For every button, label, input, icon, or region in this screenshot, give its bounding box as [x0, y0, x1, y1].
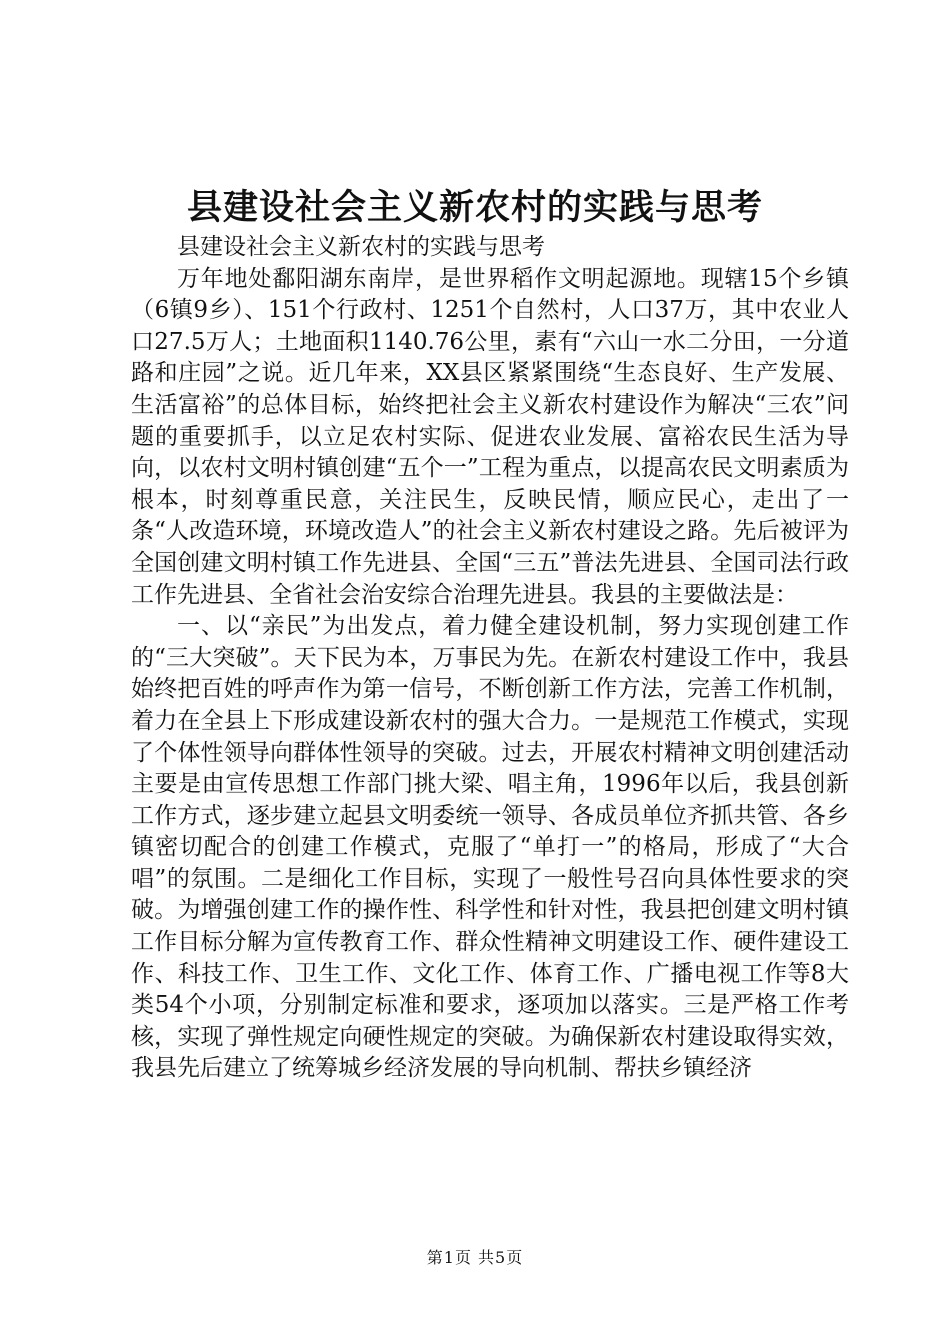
paragraph-intro: 万年地处鄱阳湖东南岸，是世界稻作文明起源地。现辖15个乡镇（6镇9乡）、151个行政村、1251个自然村，人口37万，其中农业人口27.5万人；土地面积1140.76公里，素有“六山一水二分田，一分道路和庄园”之说。近几年来，XX县区紧紧围绕“生态良好、生产发展、生活富裕”的总体目标，始终把社会主义新农村建设作为解决“三农”问题的重要抓手，以立足农村实际、促进农业发展、富裕农民生活为导向，以农村文明村镇创建“五个一”工程为重点，以提高农民文明素质为根本，时刻尊重民意，关注民生，反映民情，顺应民心，走出了一条“人改造环境，环境改造人”的社会主义新农村建设之路。先后被评为全国创建文明村镇工作先进县、全国“三五”普法先进县、全国司法行政工作先进县、全省社会治安综合治理先进县。我县的主要做法是： — [131, 265, 849, 608]
paragraph-section-one: 一、以“亲民”为出发点，着力健全建设机制，努力实现创建工作的“三大突破”。天下民为本，万事民为先。在新农村建设工作中，我县始终把百姓的呼声作为第一信号，不断创新工作方法，完善工作机制，着力在全县上下形成建设新农村的强大合力。一是规范工作模式，实现了个体性领导向群体性领导的突破。过去，开展农村精神文明创建活动主要是由宣传思想工作部门挑大梁、唱主角，1996年以后，我县创新工作方式，逐步建立起县文明委统一领导、各成员单位齐抓共管、各乡镇密切配合的创建工作模式，克服了“单打一”的格局，形成了“大合唱”的氛围。二是细化工作目标，实现了一般性号召向具体性要求的突破。为增强创建工作的操作性、科学性和针对性，我县把创建文明村镇工作目标分解为宣传教育工作、群众性精神文明建设工作、硬件建设工作、科技工作、卫生工作、文化工作、体育工作、广播电视工作等8大类54个小项，分别制定标准和要求，逐项加以落实。三是严格工作考核，实现了弹性规定向硬性规定的突破。为确保新农村建设取得实效，我县先后建立了统筹城乡经济发展的导向机制、帮扶乡镇经济 — [131, 613, 849, 1082]
page-number-footer: 第1页 共5页 — [426, 1248, 524, 1267]
document-body — [131, 232, 849, 1085]
document-title: 县建设社会主义新农村的实践与思考 — [186, 187, 763, 228]
paragraph-subtitle: 县建设社会主义新农村的实践与思考 — [177, 234, 545, 260]
